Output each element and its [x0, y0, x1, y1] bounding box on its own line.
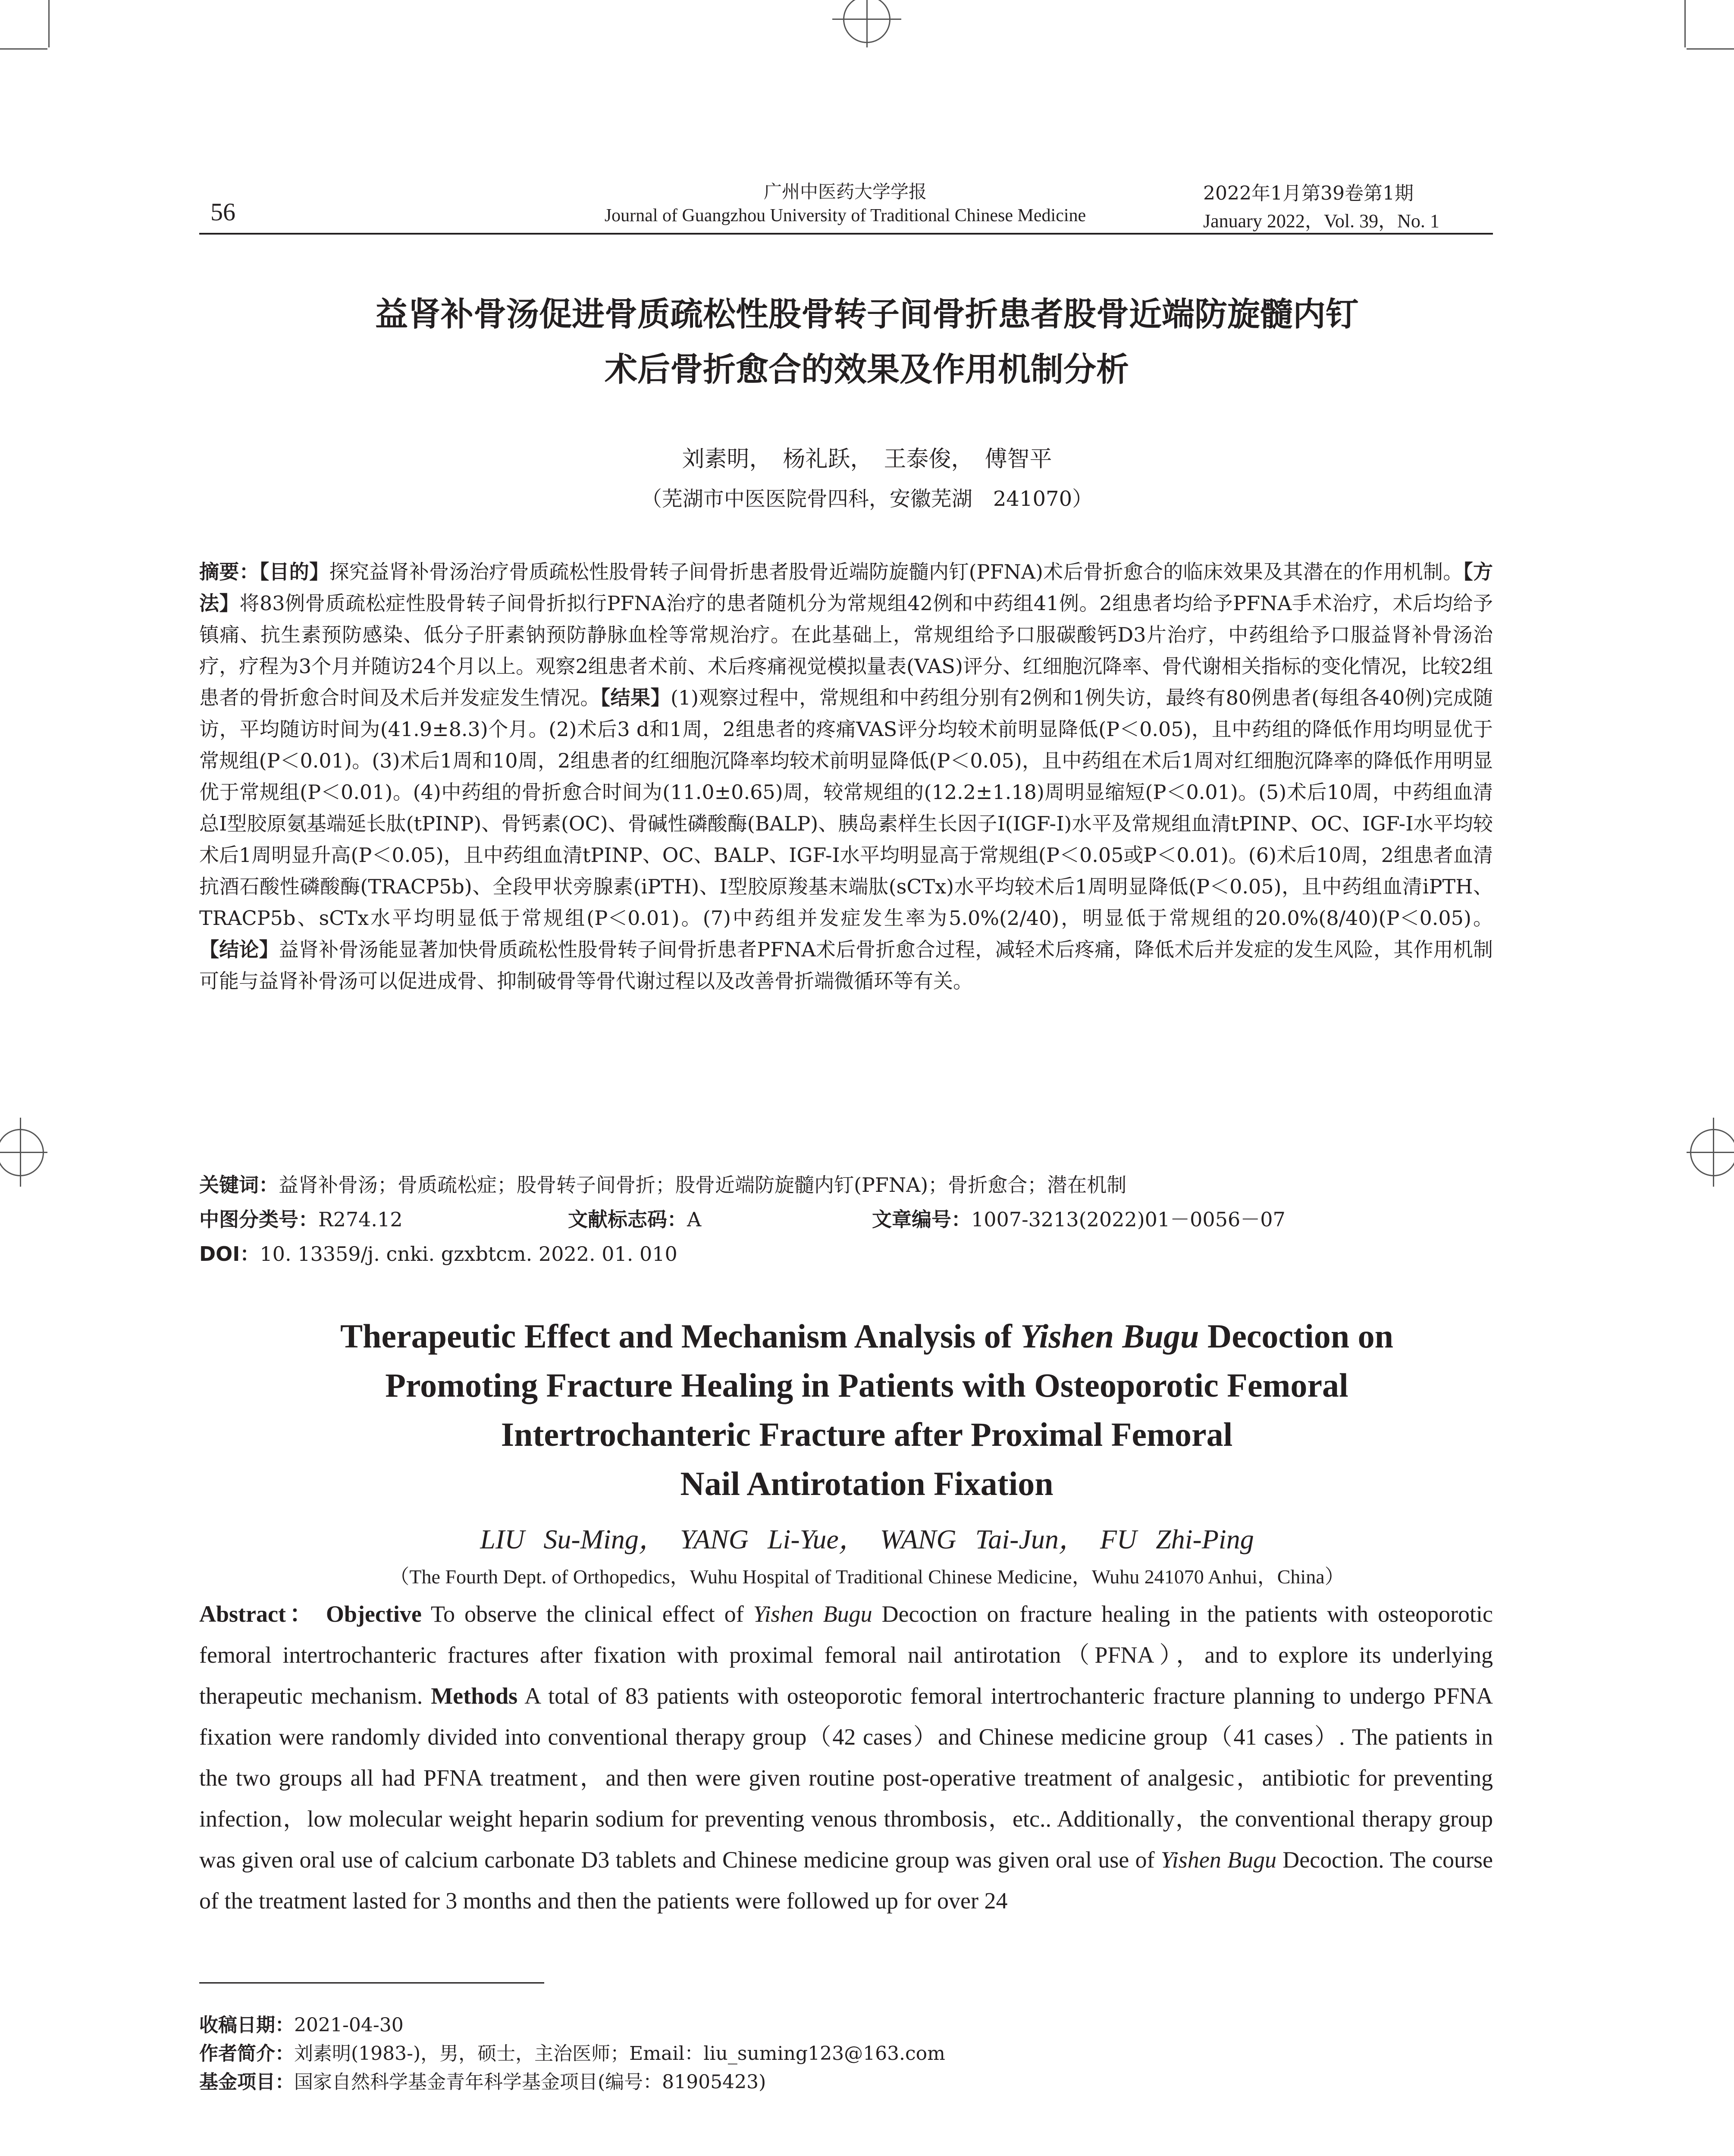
issue-info-cn: 2022年1月第39卷第1期 — [1203, 182, 1414, 204]
issue-info-en: January 2022，Vol. 39，No. 1 — [1203, 210, 1439, 232]
footnote-rule — [199, 1982, 544, 1984]
fund-value: 国家自然科学基金青年科学基金项目(编号：81905423) — [294, 2071, 766, 2093]
fund-project — [199, 2066, 1493, 2094]
abstract-en — [199, 1594, 1493, 1921]
author-bio-value: 刘素明(1983-)，男，硕士，主治医师；Email：liu_suming123@163.com — [294, 2043, 945, 2065]
received-label: 收稿日期： — [199, 2014, 294, 2036]
doi-label: DOI： — [199, 1242, 260, 1266]
objective-en-herb: Yishen Bugu — [753, 1601, 872, 1627]
doc-code-label: 文献标志码： — [568, 1208, 687, 1231]
clc-label: 中图分类号： — [199, 1208, 318, 1231]
methods-en-text-b: Decoction. The course of the treatment lasted for 3 months and then the patients were followed up for over 24 — [199, 1847, 1493, 1914]
authors-cn: 刘素明， 杨礼跃， 王泰俊， 傅智平 — [682, 446, 1052, 472]
title-en-line-4: Nail Antirotation Fixation — [680, 1465, 1054, 1502]
title-en-line-2: Promoting Fracture Healing in Patients with Osteoporotic Femoral — [385, 1366, 1348, 1404]
received-value: 2021-04-30 — [294, 2014, 404, 2036]
keywords-cn — [199, 1169, 1493, 1198]
affiliation-en: （The Fourth Dept. of Orthopedics，Wuhu Hospital of Traditional Chinese Medicine，Wuhu 241070 Anhui，China） — [389, 1566, 1345, 1588]
doc-code-field — [568, 1204, 701, 1232]
abstract-en-label: Abstract： — [199, 1601, 317, 1627]
methods-cn-text: 将83例骨质疏松症性股骨转子间骨折拟行PFNA治疗的患者随机分为常规组42例和中药组41例。2组患者均给予PFNA手术治疗，术后均给予镇痛、抗生素预防感染、低分子肝素钠预防静脉血栓等常规治疗。在此基础上，常规组给予口服碳酸钙D3片治疗，中药组给予口服益肾补骨汤治疗，疗程为3个月并随访24个月以上。观察2组患者术前、术后疼痛视觉模拟量表(VAS)评分、红细胞沉降率、骨代谢相关指标的变化情况，比较2组患者的骨折愈合时间及术后并发症发生情况。 — [199, 592, 1493, 709]
conclusion-cn-text: 益肾补骨汤能显著加快骨质疏松性股骨转子间骨折患者PFNA术后骨折愈合过程，减轻术后疼痛，降低术后并发症的发生风险，其作用机制可能与益肾补骨汤可以促进成骨、抑制破骨等骨代谢过程以及改善骨折端微循环等有关。 — [199, 938, 1493, 993]
clc-value: R274.12 — [318, 1208, 403, 1231]
title-en-line-1-b: Decoction on — [1199, 1317, 1393, 1355]
keywords-cn-label: 关键词： — [199, 1173, 279, 1197]
results-cn-label: 【结果】 — [600, 686, 671, 709]
doi-value: 10. 13359/j. cnki. gzxbtcm. 2022. 01. 010 — [260, 1242, 677, 1266]
conclusion-cn-label: 【结论】 — [199, 938, 279, 961]
journal-name-cn: 广州中医药大学学报 — [763, 181, 927, 202]
title-cn-line-2: 术后骨折愈合的效果及作用机制分析 — [605, 350, 1129, 389]
title-en-line-1-a: Therapeutic Effect and Mechanism Analysis of — [340, 1317, 1021, 1355]
affiliation-cn: （芜湖市中医医院骨四科，安徽芜湖 241070） — [641, 487, 1093, 511]
keywords-cn-text: 益肾补骨汤；骨质疏松症；股骨转子间骨折；股骨近端防旋髓内钉(PFNA)；骨折愈合；潜在机制 — [279, 1173, 1127, 1197]
abstract-cn — [199, 556, 1493, 997]
author-bio — [199, 2038, 1493, 2065]
fund-label: 基金项目： — [199, 2071, 294, 2093]
page-number: 56 — [210, 198, 235, 226]
methods-en-herb: Yishen Bugu — [1160, 1847, 1276, 1873]
objective-cn-label: 【目的】 — [259, 560, 329, 583]
objective-cn-text: 探究益肾补骨汤治疗骨质疏松性股骨转子间骨折患者股骨近端防旋髓内钉(PFNA)术后骨折愈合的临床效果及其潜在的作用机制。 — [329, 560, 1463, 583]
classification-line — [199, 1204, 1493, 1230]
objective-en-label: Objective — [326, 1601, 422, 1627]
article-no-value: 1007-3213(2022)01－0056－07 — [971, 1208, 1286, 1231]
results-cn-text: (1)观察过程中，常规组和中药组分别有2例和1例失访，最终有80例患者(每组各40例)完成随访，平均随访时间为(41.9±8.3)个月。(2)术后3 d和1周，2组患者的疼痛VAS评分均较术前明显降低(P＜0.05)，且中药组的降低作用均明显优于常规组(P＜0.01)。(3)术后1周和10周，2组患者的红细胞沉降率均较术前明显降低(P＜0.05)，且中药组在术后1周对红细胞沉降率的降低作用明显优于常规组(P＜0.01)。(4)中药组的骨折愈合时间为(11.0±0.65)周，较常规组的(12.2±1.18)周明显缩短(P＜0.01)。(5)术后10周，中药组血清总Ⅰ型胶原氨基端延长肽(tPINP)、骨钙素(OC)、骨碱性磷酸酶(BALP)、胰岛素样生长因子Ⅰ(IGF-Ⅰ)水平及常规组血清tPINP、OC、IGF-Ⅰ水平均较术后1周明显升高(P＜0.05)，且中药组血清tPINP、OC、BALP、IGF-Ⅰ水平均明显高于常规组(P＜0.05或P＜0.01)。(6)术后10周，2组患者血清抗酒石酸性磷酸酶(TRACP5b)、全段甲状旁腺素(iPTH)、Ⅰ型胶原羧基末端肽(sCTx)水平均较术后1周明显降低(P＜0.05)，且中药组血清iPTH、TRACP5b、sCTx水平均明显低于常规组(P＜0.01)。(7)中药组并发症发生率为5.0%(2/40)，明显低于常规组的20.0%(8/40)(P＜0.05)。 — [199, 686, 1493, 930]
doi-line — [199, 1238, 1493, 1267]
clc-field — [199, 1204, 403, 1232]
methods-cn-label: 【方法】 — [199, 560, 1493, 615]
journal-name-en: Journal of Guangzhou University of Traditional Chinese Medicine — [604, 206, 1086, 226]
received-date — [199, 2009, 1493, 2037]
objective-en-text-b: Decoction on fracture healing in the patients with osteoporotic femoral intertrochanteric fractures after fixation with proximal femoral nail antirotation（PFNA），and to explore its underlying therapeutic mechanism. — [199, 1601, 1493, 1709]
objective-en-text-a: To observe the clinical effect of — [421, 1601, 753, 1627]
title-cn-line-1: 益肾补骨汤促进骨质疏松性股骨转子间骨折患者股骨近端防旋髓内钉 — [375, 295, 1358, 333]
title-en-italic-herb: Yishen Bugu — [1020, 1317, 1199, 1355]
article-no-label: 文章编号： — [872, 1208, 971, 1231]
author-bio-label: 作者简介： — [199, 2043, 294, 2065]
title-en-line-3: Intertrochanteric Fracture after Proximal Femoral — [501, 1416, 1233, 1453]
title-en-line-1 — [108, 1317, 1626, 1356]
doc-code-value: A — [687, 1208, 702, 1231]
methods-en-label: Methods — [431, 1683, 518, 1709]
abstract-cn-label: 摘要： — [199, 560, 260, 583]
header-rule — [199, 233, 1493, 235]
methods-en-text-a: A total of 83 patients with osteoporotic femoral intertrochanteric fracture planning to undergo PFNA fixation were randomly divided into conventional therapy group（42 cases）and Chinese medicine group（41 cases）. The patients in the two groups all had PFNA treatment，and then were given routine post-operative treatment of analgesic，antibiotic for preventing infection，low molecular weight heparin sodium for preventing venous thrombosis，etc.. Additionally，the conventional therapy group was given oral use of calcium carbonate D3 tablets and Chinese medicine group was given oral use of — [199, 1683, 1493, 1873]
article-no-field — [872, 1204, 1286, 1232]
authors-en: LIU Su-Ming， YANG Li-Yue， WANG Tai-Jun， FU Zhi-Ping — [480, 1524, 1254, 1554]
